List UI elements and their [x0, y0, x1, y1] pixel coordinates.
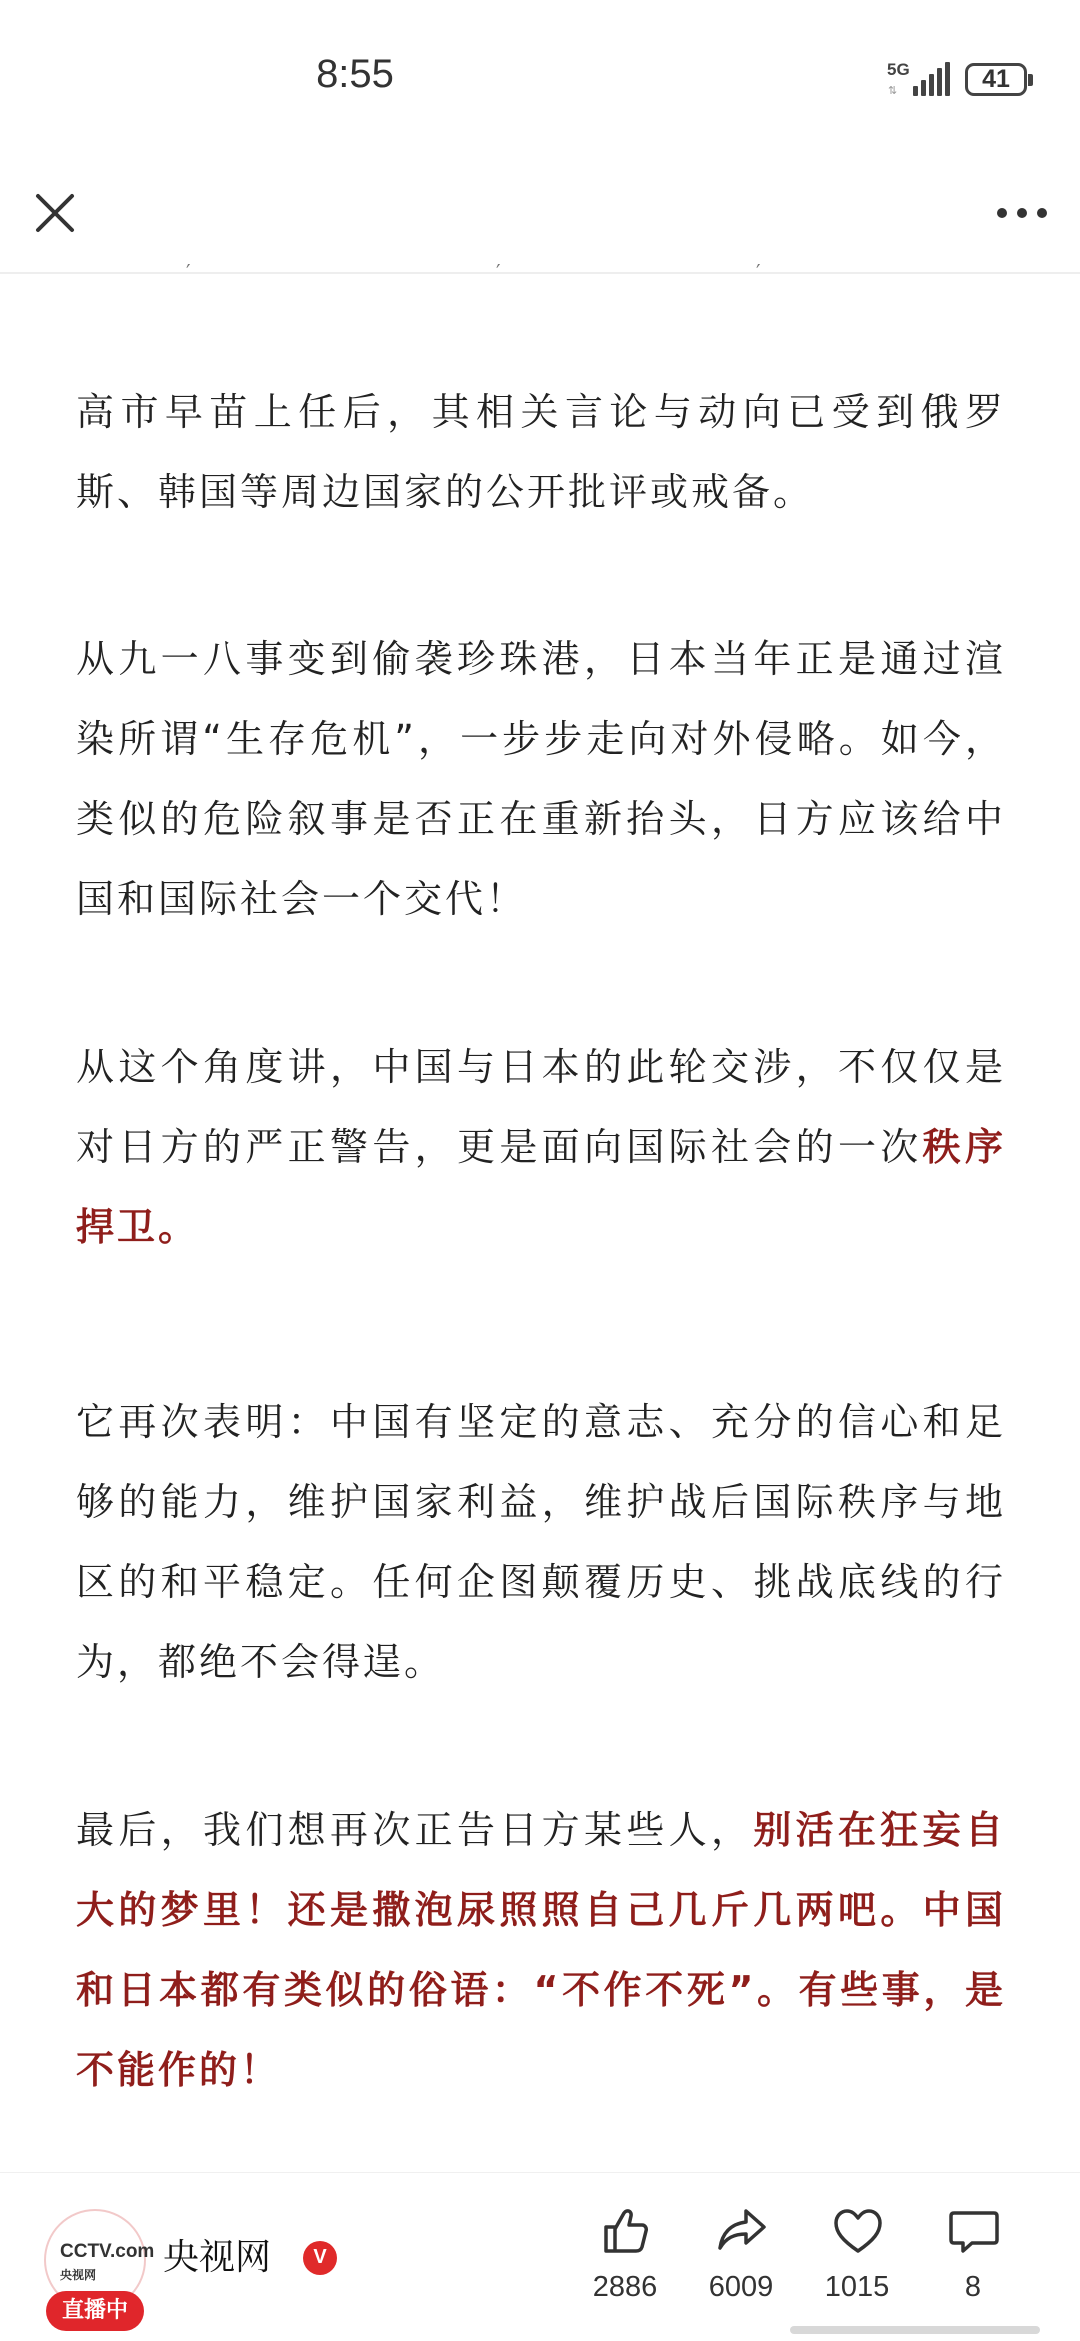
home-indicator — [790, 2326, 1040, 2334]
scrolled-text-remnant: ′ ′ ′ — [186, 260, 761, 284]
share-count: 6009 — [708, 2271, 774, 2303]
status-bar — [0, 0, 1080, 150]
logo-subtext: 央视网 — [60, 2268, 97, 2282]
favorite-button[interactable] — [802, 2203, 912, 2323]
comment-button[interactable] — [918, 2203, 1028, 2323]
thumbs-up-icon — [598, 2203, 654, 2259]
nav-bar — [0, 150, 1080, 274]
paragraph-text: 它再次表明：中国有坚定的意志、充分的信心和足够的能力，维护国家利益，维护战后国际秩序与地区的和平稳定。任何企图颠覆历史、挑战底线的行为，都绝不会得逞。 — [76, 1400, 1006, 1684]
live-badge[interactable]: 直播中 — [46, 2291, 144, 2331]
article-paragraph — [76, 619, 1006, 939]
comment-count: 8 — [964, 2271, 982, 2303]
paragraph-text: 最后，我们想再次正告日方某些人， — [76, 1808, 754, 1852]
status-time: 8:55 — [316, 52, 394, 96]
article-paragraph — [76, 1790, 1006, 2110]
more-horizontal-icon — [992, 190, 1052, 236]
favorite-count: 1015 — [824, 2271, 890, 2303]
article-body — [76, 260, 1006, 2170]
paragraph-highlight: 秩序捍卫。 — [76, 1125, 1006, 1249]
paragraph-highlight: 别活在狂妄自大的梦里！还是撒泡尿照照自己几斤几两吧。中国和日本都有类似的俗语：“不作不死”。有些事，是不能作的！ — [76, 1808, 1006, 2092]
paragraph-text: 从这个角度讲，中国与日本的此轮交涉，不仅仅是对日方的严正警告，更是面向国际社会的一次 — [76, 1045, 1006, 1169]
article-paragraph — [76, 1027, 1006, 1267]
close-button[interactable] — [24, 182, 86, 244]
close-icon — [24, 182, 86, 244]
logo-text: CCTV.com — [60, 2241, 155, 2262]
comment-icon — [946, 2203, 1002, 2259]
signal-icon — [912, 62, 952, 96]
article-paragraph — [76, 372, 1006, 532]
paragraph-text: 高市早苗上任后，其相关言论与动向已受到俄罗斯、韩国等周边国家的公开批评或戒备。 — [76, 390, 1006, 514]
verified-badge-icon: V — [303, 2241, 337, 2275]
cctv-logo — [60, 2241, 154, 2285]
account-name[interactable]: 央视网 — [163, 2237, 272, 2278]
heart-icon — [830, 2203, 886, 2259]
like-count: 2886 — [592, 2271, 658, 2303]
share-icon — [714, 2203, 770, 2259]
battery-icon: 41 — [965, 63, 1027, 96]
data-activity-icon: ⇅ — [888, 84, 898, 97]
network-type: 5G — [887, 60, 910, 79]
paragraph-text: 从九一八事变到偷袭珍珠港，日本当年正是通过渲染所谓“生存危机”，一步步走向对外侵略。如今，类似的危险叙事是否正在重新抬头，日方应该给中国和国际社会一个交代！ — [76, 637, 1006, 921]
article-paragraph — [76, 1382, 1006, 1702]
bottom-action-bar — [0, 2172, 1080, 2341]
share-button[interactable] — [686, 2203, 796, 2323]
more-options-button[interactable] — [992, 190, 1052, 236]
like-button[interactable] — [570, 2203, 680, 2323]
